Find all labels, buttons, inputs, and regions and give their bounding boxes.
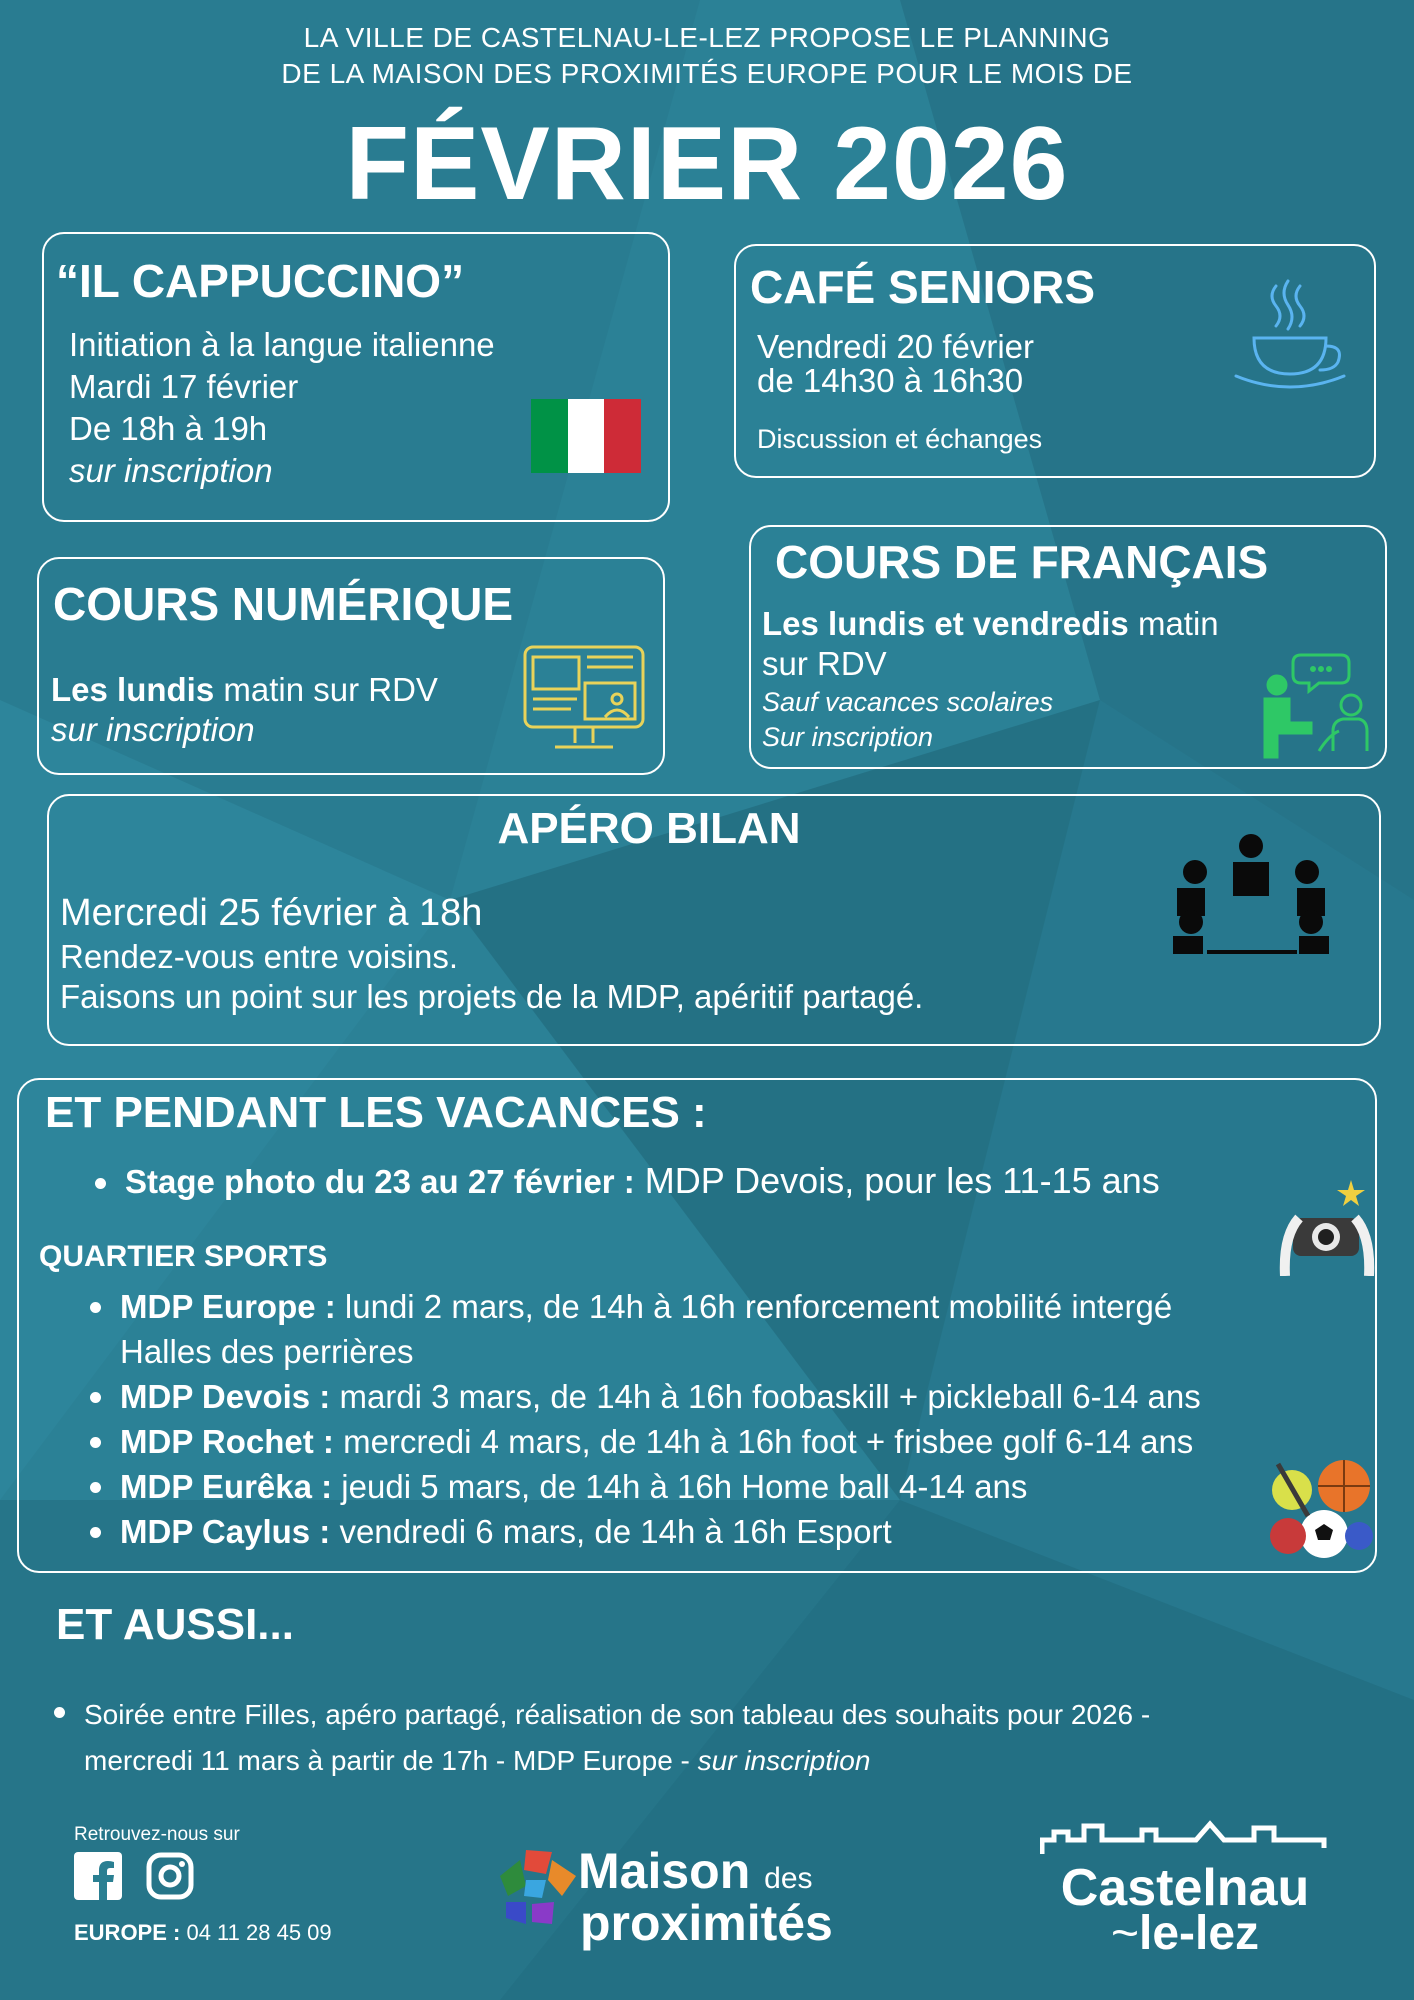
sport-details: lundi 2 mars, de 14h à 16h renforcement mobilité intergé [335, 1288, 1173, 1325]
et-aussi-list [48, 1692, 1150, 1784]
list-item [84, 1509, 1201, 1554]
apero-bilan-date: Mercredi 25 février à 18h [60, 892, 483, 934]
apero-bilan-line-3: Faisons un point sur les projets de la MDP, apéritif partagé. [60, 978, 924, 1015]
et-aussi-title: ET AUSSI... [56, 1600, 294, 1649]
phone-number: 04 11 28 45 09 [180, 1920, 332, 1945]
cours-francais-note-2: Sur inscription [762, 722, 934, 752]
teacher-student-icon [1261, 647, 1371, 759]
sport-details: jeudi 5 mars, de 14h à 16h Home ball 4-14 ans [332, 1468, 1028, 1505]
apero-bilan-title: APÉRO BILAN [497, 804, 801, 853]
proximites-logo-word: proximités [580, 1895, 833, 1951]
cappuccino-line-1: Initiation à la langue italienne [69, 326, 495, 363]
cours-francais-card [749, 525, 1387, 769]
list-item [84, 1419, 1201, 1464]
cafe-seniors-line-2: de 14h30 à 16h30 [757, 362, 1024, 399]
des-logo-word: des [764, 1862, 813, 1895]
maison-proximites-logo-icon [496, 1846, 580, 1930]
instagram-icon[interactable] [146, 1852, 194, 1900]
stage-photo-list [89, 1160, 1160, 1202]
cours-francais-time: matin [1128, 605, 1219, 642]
castelnau-logo-word: Castelnau [1060, 1859, 1310, 1917]
cours-numerique-card [37, 557, 665, 775]
follow-us-text: Retrouvez-nous sur [74, 1824, 240, 1845]
cafe-seniors-title: CAFÉ SENIORS [750, 261, 1096, 313]
coffee-cup-icon [1226, 276, 1346, 406]
page-title: FÉVRIER 2026 [345, 106, 1069, 222]
cappuccino-line-4: sur inscription [69, 452, 273, 489]
group-meeting-icon [1167, 832, 1335, 956]
sport-location: MDP Devois : [120, 1378, 331, 1415]
sports-balls-icon [1264, 1456, 1376, 1568]
facebook-icon[interactable] [74, 1852, 122, 1900]
cours-francais-line-2: sur RDV [762, 645, 887, 682]
cours-francais-line-1 [762, 605, 1219, 643]
cafe-seniors-line-3: Discussion et échanges [757, 424, 1043, 454]
et-aussi-registration: sur inscription [697, 1745, 871, 1776]
sport-details: mardi 3 mars, de 14h à 16h foobaskill + pickleball 6-14 ans [330, 1378, 1201, 1415]
stage-photo-details: MDP Devois, pour les 11-15 ans [634, 1160, 1160, 1201]
cafe-seniors-line-1: Vendredi 20 février [757, 328, 1035, 365]
cours-numerique-note: sur inscription [51, 711, 255, 748]
cafe-seniors-card [734, 244, 1376, 478]
sport-location: MDP Caylus : [120, 1513, 331, 1550]
cours-francais-days: Les lundis et vendredis [762, 605, 1129, 642]
cours-francais-note-1: Sauf vacances scolaires [762, 687, 1054, 717]
cours-numerique-time: matin sur RDV [214, 671, 438, 708]
quartier-sports-list [84, 1284, 1201, 1554]
cappuccino-title: “IL CAPPUCCINO” [56, 255, 465, 307]
stage-photo-label: Stage photo du 23 au 27 février : [125, 1163, 635, 1200]
phone-label: EUROPE : [74, 1920, 181, 1945]
et-aussi-line-1: Soirée entre Filles, apéro partagé, réalisation de son tableau des souhaits pour 2026 - [84, 1699, 1151, 1730]
sport-details: mercredi 4 mars, de 14h à 16h foot + frisbee golf 6-14 ans [333, 1423, 1194, 1460]
sport-location: MDP Eurêka : [120, 1468, 333, 1505]
maison-logo-word: Maison [578, 1843, 751, 1899]
list-item [89, 1160, 1160, 1202]
vacances-card [17, 1078, 1377, 1573]
sport-location: MDP Europe : [120, 1288, 336, 1325]
list-item [84, 1464, 1201, 1509]
cappuccino-line-3: De 18h à 19h [69, 410, 268, 447]
castelnau-skyline-icon [1040, 1814, 1330, 1858]
cours-francais-title: COURS DE FRANÇAIS [775, 536, 1269, 588]
italy-flag-icon [531, 399, 641, 473]
apero-bilan-card [47, 794, 1381, 1046]
sport-details: vendredi 6 mars, de 14h à 16h Esport [330, 1513, 892, 1550]
cours-numerique-days: Les lundis [51, 671, 215, 708]
lelez-logo-word: ~le-lez [1110, 1907, 1260, 1960]
apero-bilan-line-2: Rendez-vous entre voisins. [60, 938, 459, 975]
list-item [84, 1374, 1201, 1419]
camera-icon [1277, 1172, 1377, 1276]
list-item [84, 1284, 1201, 1374]
cappuccino-card [42, 232, 670, 522]
intro-text [0, 20, 1414, 92]
sport-details-cont: Halles des perrières [120, 1333, 414, 1370]
list-item [48, 1692, 1150, 1784]
vacances-title: ET PENDANT LES VACANCES : [45, 1088, 707, 1137]
lelez-logo-text: le-lez [1138, 1907, 1260, 1960]
cappuccino-line-2: Mardi 17 février [69, 368, 299, 405]
phone-line [74, 1920, 332, 1946]
cours-numerique-title: COURS NUMÉRIQUE [53, 578, 514, 630]
intro-line-2: DE LA MAISON DES PROXIMITÉS EUROPE POUR LE MOIS DE [281, 58, 1133, 89]
et-aussi-line-2: mercredi 11 mars à partir de 17h - MDP Europe - [84, 1745, 698, 1776]
cours-numerique-line-1 [51, 671, 438, 709]
sport-location: MDP Rochet : [120, 1423, 334, 1460]
computer-monitor-icon [521, 643, 647, 755]
quartier-sports-title: QUARTIER SPORTS [39, 1240, 328, 1273]
intro-line-1: LA VILLE DE CASTELNAU-LE-LEZ PROPOSE LE PLANNING [303, 22, 1111, 53]
